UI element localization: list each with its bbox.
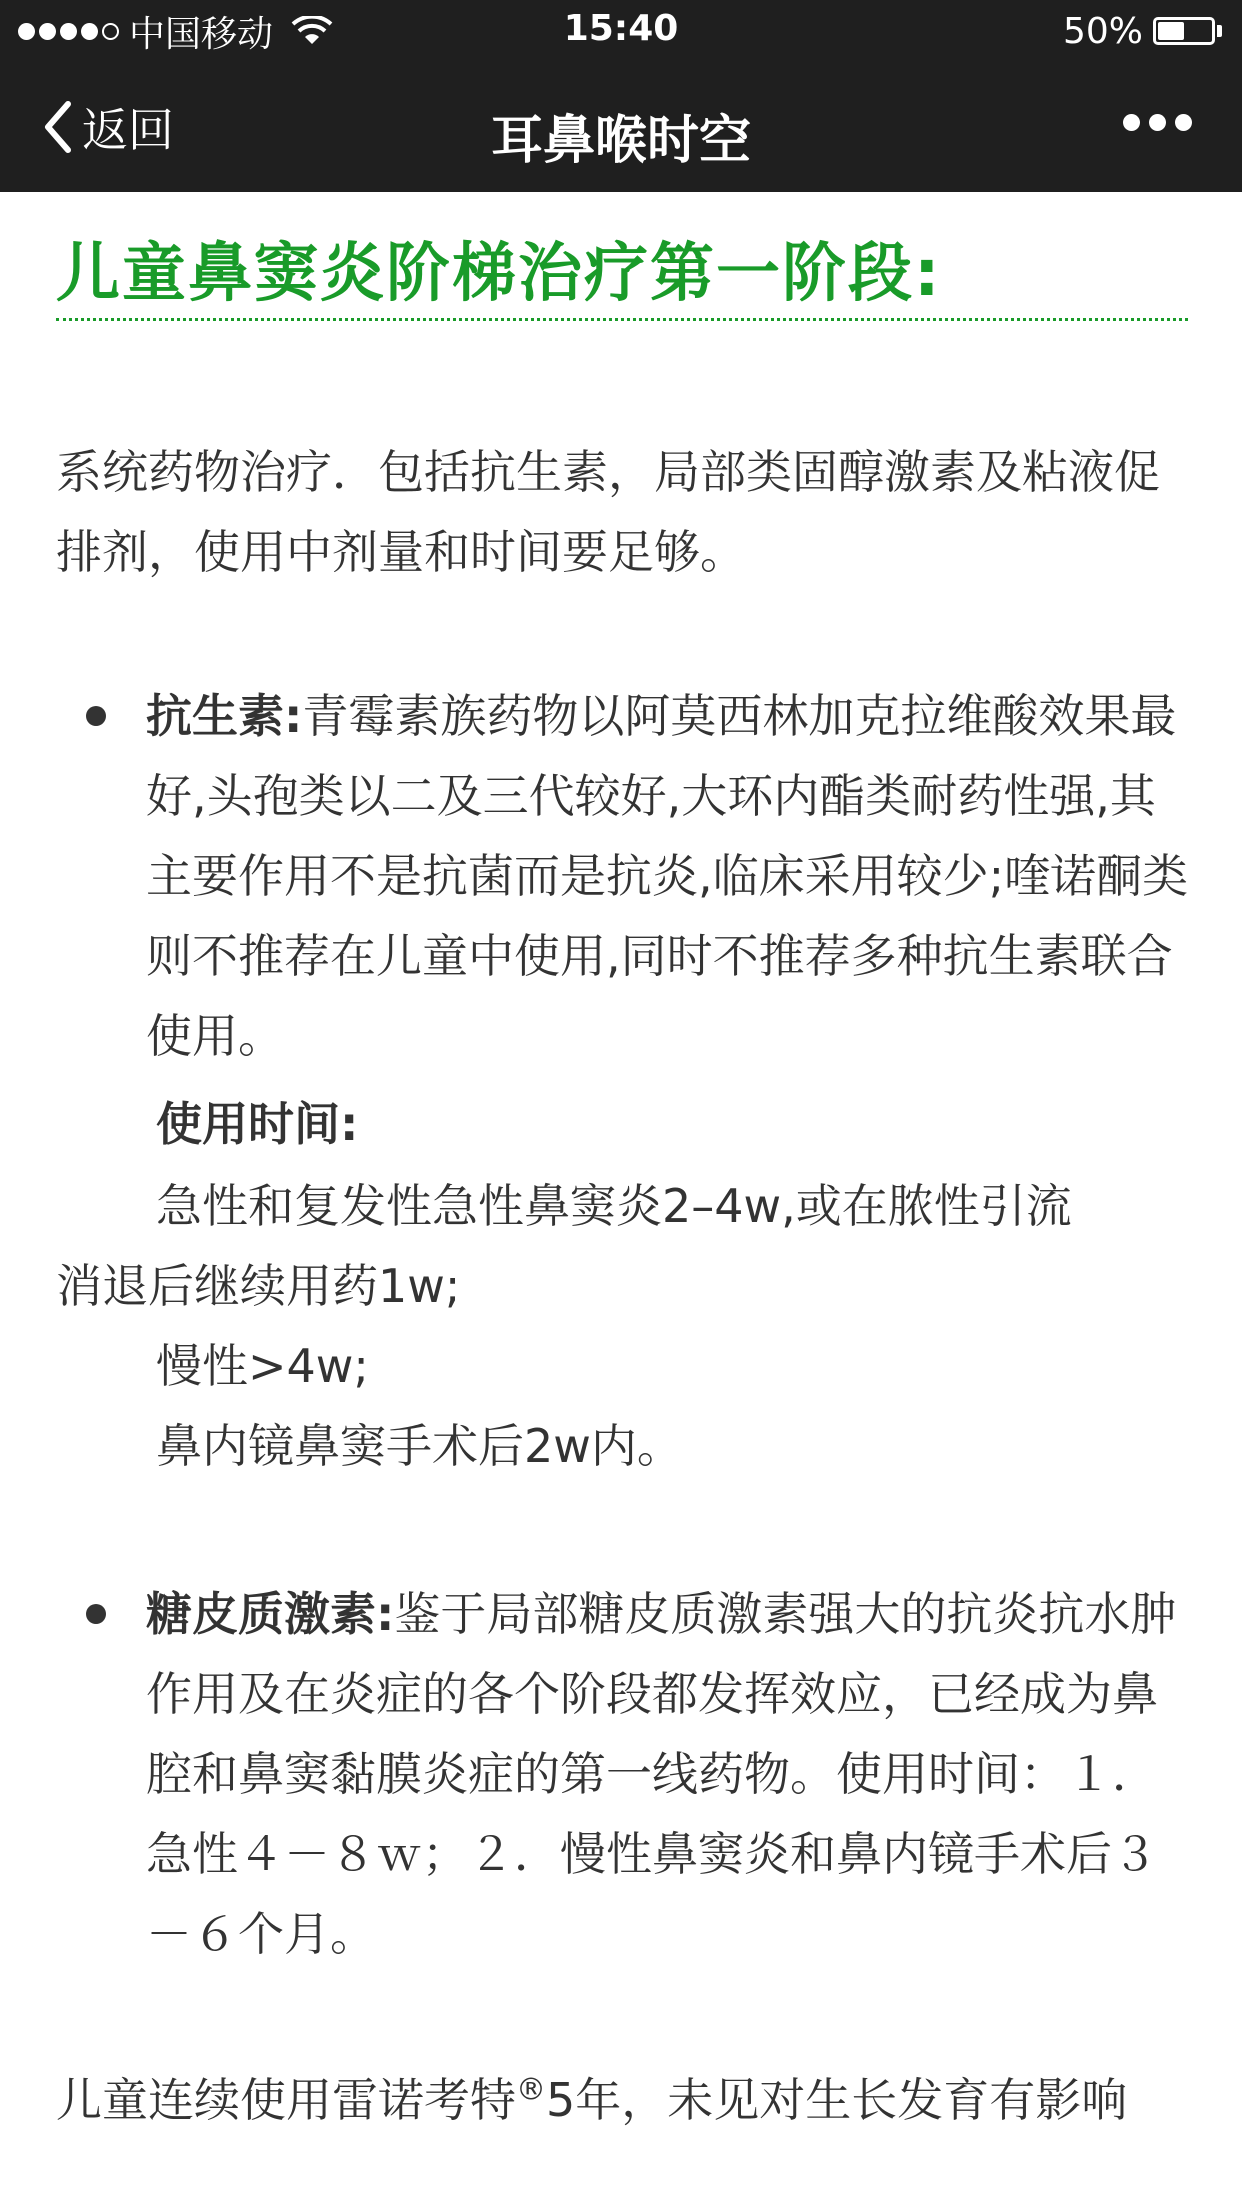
battery-icon xyxy=(1153,17,1215,45)
usage-line-1a: 急性和复发性急性鼻窦炎2–4w,或在脓性引流 xyxy=(156,1179,1072,1233)
steroids-label: 糖皮质激素: xyxy=(146,1587,395,1641)
battery-fill xyxy=(1158,22,1184,40)
registered-mark: ® xyxy=(516,2072,546,2108)
page-title: 耳鼻喉时空 xyxy=(490,111,751,171)
nav-bar xyxy=(0,62,1242,192)
closing-paragraph xyxy=(56,2060,1196,2140)
usage-line-2: 慢性>4w; xyxy=(156,1339,369,1393)
bullet-icon xyxy=(86,1604,106,1624)
battery-percent: 50% xyxy=(1062,10,1143,52)
usage-line-3: 鼻内镜鼻窦手术后2w内。 xyxy=(156,1419,683,1473)
status-time: 15:40 xyxy=(563,8,679,49)
usage-title: 使用时间: xyxy=(156,1097,359,1151)
antibiotics-label: 抗生素: xyxy=(146,689,303,743)
heading-divider xyxy=(56,318,1188,321)
more-horizontal-icon xyxy=(1123,114,1140,131)
steroids-text: 鉴于局部糖皮质激素强大的抗炎抗水肿作用及在炎症的各个阶段都发挥效应，已经成为鼻腔和鼻窦黏膜炎症的第一线药物。使用时间：１．急性４－８ｗ；２．慢性鼻窦炎和鼻内镜手术后３－６个月。 xyxy=(146,1587,1177,1961)
more-button[interactable] xyxy=(1123,114,1192,131)
closing-text-a: 儿童连续使用雷诺考特 xyxy=(56,2073,516,2127)
closing-text-b: 5年，未见对生长发育有影响 xyxy=(546,2073,1128,2127)
section-heading: 儿童鼻窦炎阶梯治疗第一阶段: xyxy=(56,237,942,311)
battery-cap xyxy=(1217,25,1222,37)
intro-paragraph: 系统药物治疗．包括抗生素，局部类固醇激素及粘液促排剂，使用中剂量和时间要足够。 xyxy=(56,445,1160,579)
antibiotics-item xyxy=(146,676,1196,1076)
carrier-name: 中国移动 xyxy=(129,13,274,55)
battery-group xyxy=(1063,10,1222,52)
back-label: 返回 xyxy=(82,103,174,157)
steroids-item xyxy=(146,1574,1196,1974)
bullet-icon xyxy=(86,706,106,726)
usage-line-1b: 消退后继续用药1w; xyxy=(56,1259,461,1313)
antibiotics-text: 青霉素族药物以阿莫西林加克拉维酸效果最好,头孢类以二及三代较好,大环内酯类耐药性强,其主要作用不是抗菌而是抗炎,临床采用较少;喹诺酮类则不推荐在儿童中使用,同时不推荐多种抗生素联合使用。 xyxy=(146,689,1189,1063)
top-bar xyxy=(0,0,1242,192)
status-bar xyxy=(0,0,1242,62)
